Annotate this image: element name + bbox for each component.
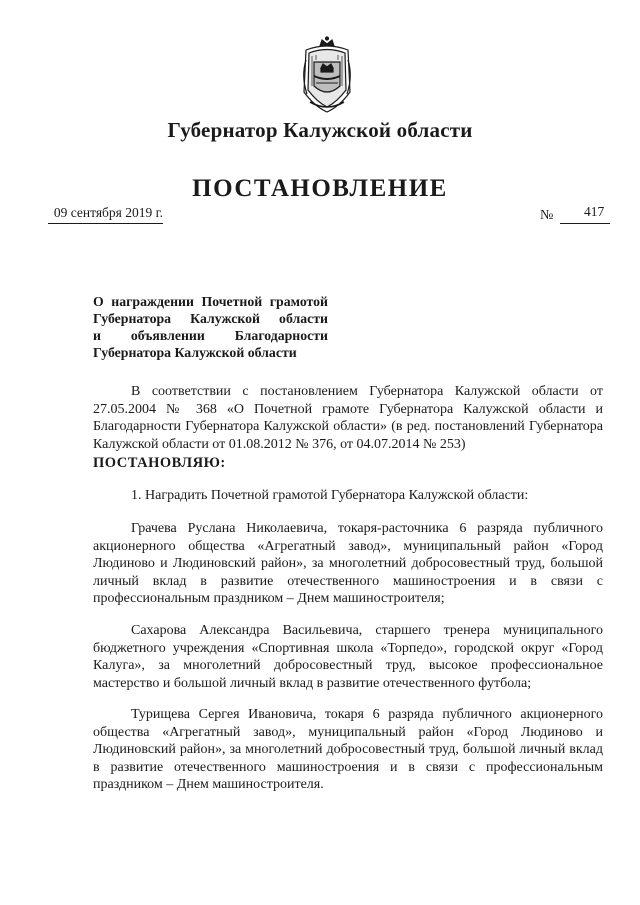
coat-of-arms-emblem <box>298 36 356 114</box>
recipient-paragraph: Сахарова Александра Васильевича, старшего тренера муниципального бюджетного учреждения «Спортивная школа «Торпедо», городской округ «Город Калуга», за многолетний добросовестный труд, высокое профессиональное мастерство и большой личный вклад в развитие отечественного футбола; <box>93 623 603 691</box>
issuing-authority: Губернатор Калужской области <box>167 118 473 142</box>
number-sign: № <box>540 208 554 223</box>
document-type-heading: ПОСТАНОВЛЕНИЕ <box>192 175 448 202</box>
legal-basis-paragraph: В соответствии с постановлением Губернатора Калужской области от 27.05.2004 № 368 «О Почетной грамоте Губернатора Калужской области и Благодарности Губернатора Калужской области» (в ред. постановлений Губернатора Калужской области от 01.08.2012 № 376, от 04.07.2014 № 253) <box>93 384 603 452</box>
document-number: 417 <box>584 204 605 219</box>
number-underline <box>560 223 610 224</box>
subject-line: Губернатора Калужской области <box>93 345 297 360</box>
document-subject <box>93 293 328 361</box>
document-number-field <box>540 204 610 224</box>
recipient-paragraph: Турищева Сергея Ивановича, токаря 6 разряда публичного акционерного общества «Агрегатный завод», муниципальный район «Город Людиново и Людиновский район», за многолетний добросовестный труд, большой личный вклад в развитие отечественного машиностроения и в связи с профессиональным праздником – Днем машиностроителя. <box>93 707 603 793</box>
recipient-paragraph: Грачева Руслана Николаевича, токаря-расточника 6 разряда публичного акционерного общества «Агрегатный завод», муниципальный район «Город Людиново и Людиновский район», за многолетний добросовестный труд, большой личный вклад в развитие отечественного машиностроения и в связи с профессиональным праздником – Днем машиностроителя; <box>93 521 603 607</box>
subject-line: и объявлении Благодарности <box>93 328 328 343</box>
subject-line: Губернатора Калужской области <box>93 311 328 326</box>
subject-line: О награждении Почетной грамотой <box>93 294 328 309</box>
resolution-word: ПОСТАНОВЛЯЮ: <box>93 455 226 471</box>
item-1-heading: 1. Наградить Почетной грамотой Губернатора Калужской области: <box>131 488 529 503</box>
document-date: 09 сентября 2019 г. <box>48 205 163 224</box>
